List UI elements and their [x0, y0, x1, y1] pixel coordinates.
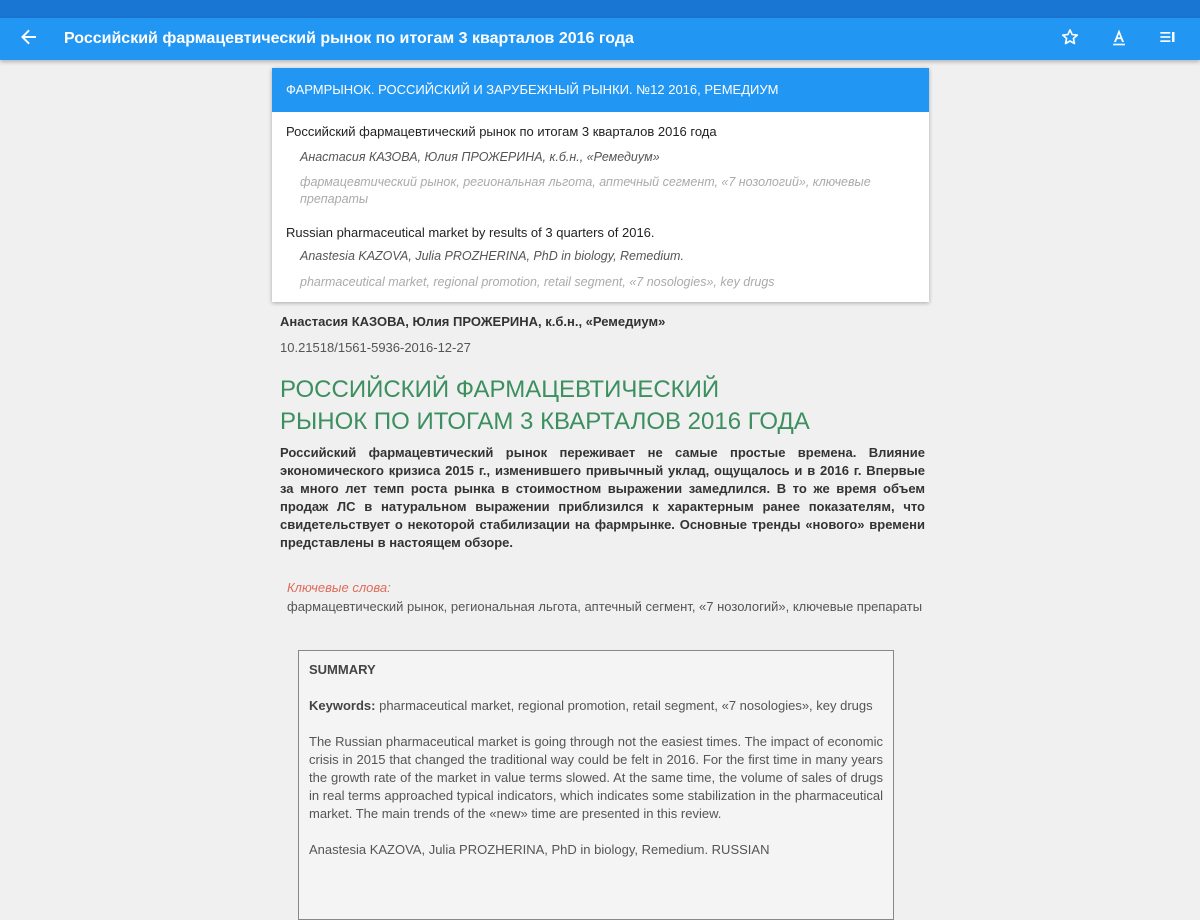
menu-button[interactable]: [1152, 24, 1182, 54]
card-ru-title: Российский фармацевтический рынок по итогам 3 кварталов 2016 года: [286, 124, 717, 139]
back-button[interactable]: [14, 24, 44, 54]
summary-citation: Anastesia KAZOVA, Julia PROZHERINA, PhD in biology, Remedium. RUSSIAN: [309, 842, 770, 857]
summary-body: The Russian pharmaceutical market is going through not the easiest times. The impact of economic crisis in 2015 that changed the traditional way could be felt in 2016. For the first time in many years the growth rate of the market in value terms slowed. At the same time, the volume of sales of drugs in real terms approached typical indicators, which indicates some stabilization in the pharmaceutical market. The main trends of the «new» time are presented in this review.: [309, 734, 883, 821]
card-en-keywords: pharmaceutical market, regional promotion, retail segment, «7 nosologies», key drugs: [300, 275, 775, 289]
article-abstract: Российский фармацевтический рынок переживает не самые простые времена. Влияние экономического кризиса 2015 г., изменившего привычный уклад, ощущалось и в 2016 г. Впервые за много лет темп роста рынка в стоимостном выражении замедлился. В то же время объем продаж ЛС в натуральном выражении приблизился к характерным ранее показателям, что свидетельствует о некоторой стабилизации на фармрынке. Основные тренды «нового» времени представлены в настоящем обзоре.: [280, 445, 925, 550]
headline-line-1: РОССИЙСКИЙ ФАРМАЦЕВТИЧЕСКИЙ: [280, 376, 720, 403]
card-ru-authors: Анастасия КАЗОВА, Юлия ПРОЖЕРИНА, к.б.н., «Ремедиум»: [300, 150, 660, 164]
back-arrow-icon: [19, 27, 39, 52]
headline-line-2: РЫНОК ПО ИТОГАМ 3 КВАРТАЛОВ 2016 ГОДА: [280, 408, 810, 435]
star-icon: [1060, 27, 1080, 52]
app-bar: [0, 18, 1200, 60]
text-size-button[interactable]: [1104, 24, 1134, 54]
article-doi: 10.21518/1561-5936-2016-12-27: [280, 340, 471, 355]
text-size-icon: [1109, 27, 1129, 52]
summary-keywords-label: Keywords:: [309, 698, 376, 713]
article-headline: [280, 374, 925, 438]
keywords-label: Ключевые слова:: [287, 580, 391, 595]
card-ru-keywords: фармацевтический рынок, региональная льгота, аптечный сегмент, «7 нозологий», ключевые препараты: [300, 175, 871, 206]
card-en-title: Russian pharmaceutical market by results of 3 quarters of 2016.: [286, 225, 655, 240]
keywords-text: фармацевтический рынок, региональная льгота, аптечный сегмент, «7 нозологий», ключевые препараты: [287, 599, 923, 614]
article-info-card: [272, 68, 929, 302]
card-en-authors: Anastesia KAZOVA, Julia PROZHERINA, PhD in biology, Remedium.: [300, 249, 684, 263]
summary-keywords-text: pharmaceutical market, regional promotion, retail segment, «7 nosologies», key drugs: [379, 698, 873, 713]
article-authors: Анастасия КАЗОВА, Юлия ПРОЖЕРИНА, к.б.н., «Ремедиум»: [280, 314, 666, 329]
summary-keywords: [309, 697, 883, 715]
menu-icon: [1157, 27, 1177, 52]
journal-header: ФАРМРЫНОК. РОССИЙСКИЙ И ЗАРУБЕЖНЫЙ РЫНКИ. №12 2016, РЕМЕДИУМ: [272, 68, 929, 112]
favorite-button[interactable]: [1055, 24, 1085, 54]
status-bar: [0, 0, 1200, 18]
summary-heading: SUMMARY: [309, 662, 376, 677]
summary-box: [298, 650, 894, 920]
page-title: Российский фармацевтический рынок по итогам 3 кварталов 2016 года: [64, 30, 634, 47]
